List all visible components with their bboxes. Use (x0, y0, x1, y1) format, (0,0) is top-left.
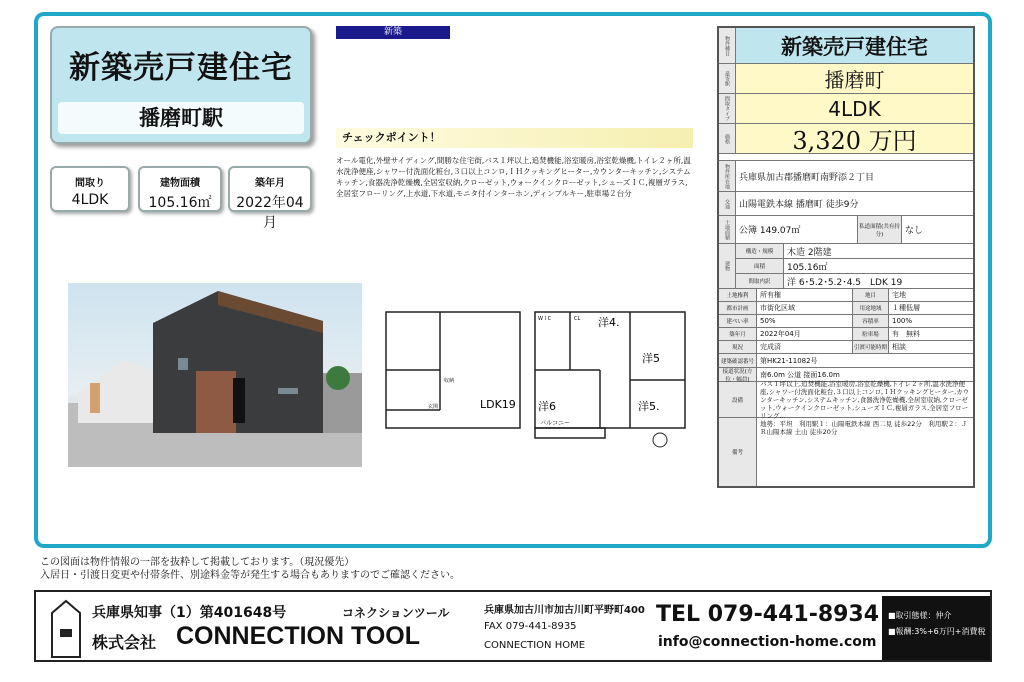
summary-value: 4LDK (71, 192, 109, 208)
area-label: 面積 (736, 259, 784, 273)
station-value: 播磨町 (824, 68, 885, 92)
summary-area (138, 166, 222, 212)
company-prefix: 株式会社 (92, 633, 157, 652)
built-label: 築年月 (719, 328, 757, 340)
station-label: 最寄駅 (719, 64, 736, 93)
company-kana: コネクションツール (342, 606, 450, 620)
address-value: 兵庫県加古郡播磨町南野添２丁目 (739, 172, 875, 183)
private-road-label: 私道面積(共有持分) (858, 216, 902, 243)
zone-value: １種低層 (892, 304, 920, 312)
remarks-value: 地勢：平坦 利用駅１：山陽電鉄本線 西二見 徒歩22分 利用駅２：ＪＲ山陽本線 土山 徒歩20分 (760, 420, 968, 436)
equip-value: バス１坪以上,追焚機能,浴室暖房,浴室乾燥機,トイレ２ヶ所,温水洗浄便座,シャワー付洗面化粧台,３口以上コンロ,ＩＨクッキングヒーター,カウンターキッチン,システムキッチン,食器洗浄乾燥機,全居室収納,クローゼット,ウォークインクローゼット,シューズＩＣ,複層ガラス,全居室フローリング... (760, 379, 970, 420)
room-ldk: LDK19 (480, 398, 516, 411)
fee: ■報酬:3%+6万円+消費税 (888, 627, 986, 636)
page-title: 新築売戸建住宅 (69, 50, 293, 86)
built-value: 2022年04月 (757, 328, 853, 340)
private-road-value: なし (905, 226, 924, 236)
rooms-label: 間取内訳 (736, 274, 784, 288)
summary-label: 間取り (75, 178, 105, 189)
traffic-value: 山陽電鉄本線 播磨町 徒歩9分 (739, 200, 859, 210)
handover-label: 引渡可能時期 (853, 341, 889, 353)
fax: FAX 079-441-8935 (484, 621, 577, 632)
telephone: TEL 079-441-8934 (656, 602, 880, 627)
company-address: 兵庫県加古川市加古川町平野町400 (484, 605, 645, 616)
price-value: 3,320 万円 (792, 127, 917, 155)
handover-value: 相談 (892, 343, 906, 351)
status-label: 現況 (719, 341, 757, 353)
city-label: 都市計画 (719, 302, 757, 314)
bcr-label: 建ぺい率 (719, 315, 757, 327)
brand: CONNECTION HOME (484, 640, 586, 651)
chimoku-value: 宅地 (892, 291, 906, 299)
house-logo-icon (50, 599, 82, 659)
right-label: 土地権利 (719, 289, 757, 301)
room-balcony: バルコニー (540, 420, 571, 427)
summary-label: 築年月 (255, 178, 285, 189)
floor-plan (380, 300, 700, 460)
chimoku-label: 地目 (853, 289, 889, 301)
layout-value: 4LDK (828, 96, 881, 121)
land-value: 公簿 149.07㎡ (736, 216, 858, 243)
checkpoint-text: オール電化,外壁サイディング,間勝な住宅街,バス１坪以上,追焚機能,浴室暖房,浴室乾燥機,トイレ２ヶ所,温水洗浄便座,シャワー付洗面化粧台,３口以上コンロ,ＩＨクッキングヒーター,カウンターキッチン,システムキッチン,食器洗浄乾燥機,全居室収納,クローゼット,ウォークインクローゼット,シューズＩＣ,複層ガラス,全居室フローリング,上水道,下水道,モニタ付インターホン,ディンプルキー,駐車場２台分 (336, 156, 691, 198)
room-w4: 洋4. (598, 316, 620, 329)
room-entrance: 玄関 (428, 404, 439, 410)
struct-label: 構造・規模 (736, 244, 784, 258)
confirm-label: 建築確認番号 (719, 354, 757, 367)
road-value: 南6.0m 公道 接面16.0m (760, 370, 840, 379)
checkpoint-heading: チェックポイント！ (336, 128, 693, 148)
type-label: 物件種目 (719, 28, 736, 63)
equip-label: 設備 (719, 382, 757, 417)
title-box (50, 26, 312, 144)
property-table (717, 26, 975, 488)
note-1: この図面は物件情報の一部を抜粋して掲載しております。（現況優先） (40, 557, 355, 568)
deal-box (882, 596, 990, 660)
zone-label: 用途地域 (853, 302, 889, 314)
license: 兵庫県知事（1）第401648号 (92, 605, 287, 621)
far-label: 容積率 (853, 315, 889, 327)
summary-value: 105.16㎡ (148, 195, 212, 211)
compass-icon (653, 433, 667, 447)
rooms-value: 洋 6･5.2･5.2･4.5 LDK 19 (787, 277, 903, 288)
room-cl: CL (574, 316, 581, 322)
footer (34, 590, 992, 662)
room-w5a: 洋5 (642, 352, 660, 365)
email: info@connection-home.com (658, 634, 877, 650)
station-name: 播磨町駅 (58, 102, 304, 134)
type-value: 新築売戸建住宅 (781, 34, 928, 59)
note-2: 入居日・引渡日変更や付帯条件、別途料金等が発生する場合もありますのでご確認ください。 (40, 570, 460, 581)
area-value: 105.16㎡ (787, 262, 828, 273)
room-wic: W I C (538, 316, 552, 322)
city-value: 市街化区域 (757, 302, 853, 314)
parking-label: 駐車場 (853, 328, 889, 340)
summary-built (228, 166, 312, 231)
building-label: 建物 (719, 244, 736, 288)
confirm-value: 第HK21-11082号 (760, 356, 818, 365)
room-storage: 収納 (444, 378, 455, 384)
traffic-label: 交通 (719, 192, 736, 215)
far-value: 100% (892, 317, 913, 325)
remarks-label: 備考 (719, 418, 757, 486)
status-value: 完成済 (757, 341, 853, 353)
house-photo (68, 283, 362, 467)
room-w6: 洋6 (538, 400, 556, 413)
road-label: 接道状況(方位・幅員) (719, 368, 757, 381)
room-w5b: 洋5. (638, 400, 660, 413)
summary-label: 建物面積 (160, 178, 200, 189)
company-name: CONNECTION TOOL (176, 622, 420, 650)
land-label: 土地面積 (719, 216, 736, 243)
summary-value: 2022年04月 (236, 195, 304, 231)
right-value: 所有権 (757, 289, 853, 301)
house-illustration (68, 283, 362, 467)
struct-value: 木造 2階建 (787, 247, 832, 258)
layout-label: 間取タイプ (719, 94, 736, 123)
bcr-value: 50% (757, 315, 853, 327)
parking-value: 有 無料 (892, 330, 920, 338)
address-label: 物件所在地 (719, 161, 736, 191)
deal-type: ■取引態様：仲介 (888, 611, 952, 620)
summary-layout (50, 166, 130, 212)
new-badge: 新築 (336, 26, 450, 39)
price-label: 価格 (719, 124, 736, 153)
